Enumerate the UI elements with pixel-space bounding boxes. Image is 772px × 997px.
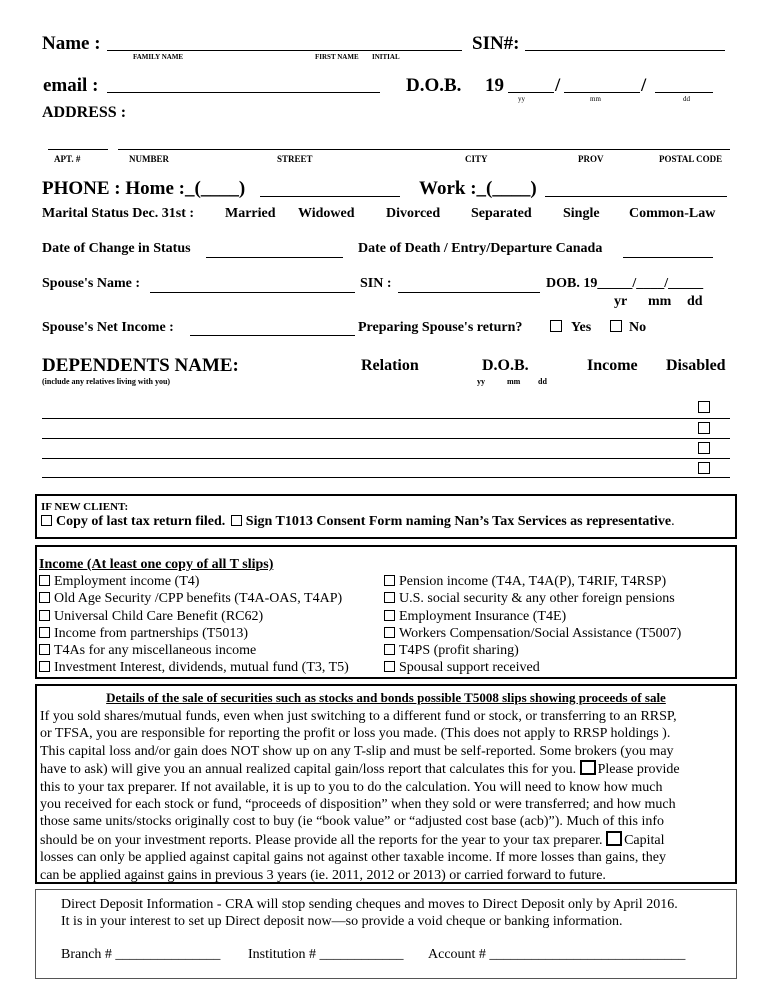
death-entry-label: Date of Death / Entry/Departure Canada — [358, 241, 603, 256]
prov-caption: PROV — [578, 154, 604, 164]
income-item-label: U.S. social security & any other foreign pensions — [399, 591, 675, 607]
income-item[interactable] — [384, 608, 681, 625]
spouse-sin-label: SIN : — [360, 276, 392, 291]
branch-field[interactable]: Branch # _______________ — [61, 947, 221, 962]
dependent-disabled-checkbox-4[interactable] — [698, 462, 710, 474]
relation-header: Relation — [361, 357, 419, 374]
income-item[interactable] — [39, 642, 349, 659]
income-checkbox[interactable] — [384, 610, 395, 621]
sin-field[interactable] — [525, 50, 725, 51]
dependent-row-4[interactable] — [42, 477, 730, 478]
marital-option-divorced[interactable]: Divorced — [386, 206, 441, 221]
income-checkbox[interactable] — [384, 661, 395, 672]
income-item-label: T4As for any miscellaneous income — [54, 643, 257, 659]
spouse-name-label: Spouse's Name : — [42, 276, 141, 291]
income-item[interactable] — [39, 573, 349, 590]
deposit-line-2: It is in your interest to set up Direct deposit now—so provide a void cheque or banking information. — [61, 914, 623, 929]
income-box — [35, 545, 737, 679]
spouse-yes-label: Yes — [571, 320, 592, 335]
dependent-row-1[interactable] — [42, 418, 730, 419]
income-item[interactable] — [39, 608, 349, 625]
postal-code-caption: POSTAL CODE — [659, 154, 723, 164]
account-field[interactable]: Account # ____________________________ — [428, 947, 686, 962]
name-label: Name : — [42, 33, 101, 54]
income-item-label: Spousal support received — [399, 660, 540, 676]
income-checkbox[interactable] — [39, 610, 50, 621]
disabled-header: Disabled — [666, 357, 726, 374]
phone-work-field[interactable] — [545, 196, 727, 197]
income-item-label: Employment Insurance (T4E) — [399, 608, 567, 624]
securities-line: or TFSA, you are responsible for reporting the profit or loss you made. (This does not apply to RRSP holdings ). — [40, 726, 671, 742]
family-name-caption: FAMILY NAME — [133, 53, 184, 61]
phone-home-label: PHONE : Home :_(____) — [42, 178, 246, 199]
securities-line-text: Please provide — [597, 762, 680, 778]
marital-option-separated[interactable]: Separated — [471, 206, 532, 221]
name-field[interactable] — [107, 50, 462, 51]
spouse-dob-mm: mm — [648, 294, 672, 309]
city-caption: CITY — [465, 154, 488, 164]
new-client-heading: IF NEW CLIENT: — [41, 501, 129, 513]
dependent-disabled-checkbox-1[interactable] — [698, 401, 710, 413]
income-checkbox[interactable] — [39, 644, 50, 655]
dob-dd-caption: dd — [683, 95, 690, 103]
initial-caption: INITIAL — [372, 53, 400, 61]
spouse-yes-checkbox[interactable] — [550, 320, 562, 332]
income-right-column — [384, 573, 681, 677]
deposit-line-1: Direct Deposit Information - CRA will stop sending cheques and moves to Direct Deposit only by April 2016. — [61, 897, 678, 912]
t1013-label: Sign T1013 Consent Form naming Nan’s Tax Services as representative — [245, 514, 672, 529]
change-status-field[interactable] — [206, 257, 343, 258]
dependent-row-2[interactable] — [42, 438, 730, 439]
spouse-no-label: No — [629, 320, 647, 335]
income-item-label: Pension income (T4A, T4A(P), T4RIF, T4RSP) — [399, 574, 667, 589]
death-entry-field[interactable] — [623, 257, 713, 258]
last-return-label: Copy of last tax return filed. — [56, 514, 226, 529]
securities-body — [40, 708, 680, 884]
apt-caption: APT. # — [54, 154, 81, 164]
income-item[interactable] — [39, 590, 349, 607]
income-checkbox[interactable] — [384, 627, 395, 638]
dependent-disabled-checkbox-3[interactable] — [698, 442, 710, 454]
marital-status-label: Marital Status Dec. 31st : — [42, 206, 195, 221]
income-item-label: Workers Compensation/Social Assistance (T5007) — [399, 625, 682, 641]
new-client-options — [41, 514, 675, 530]
marital-option-common-law[interactable]: Common-Law — [629, 206, 716, 221]
income-item-label: Universal Child Care Benefit (RC62) — [54, 608, 264, 624]
securities-line-text: should be on your investment reports. Please provide all the reports for the year to your tax preparer. — [40, 832, 603, 848]
dob-slash-2: / — [641, 75, 647, 96]
income-item-label: Investment Interest, dividends, mutual fund (T3, T5) — [54, 660, 349, 676]
income-item[interactable] — [384, 573, 681, 590]
email-label: email : — [43, 75, 99, 96]
securities-line: those same units/stocks originally cost to buy (ie “book value” or “adjusted cost base (acb)”). Much of this info — [40, 814, 665, 830]
income-item[interactable] — [39, 625, 349, 642]
first-name-caption: FIRST NAME — [315, 53, 359, 61]
income-item[interactable] — [384, 659, 681, 676]
securities-line: If you sold shares/mutual funds, even when just switching to a different fund or stock, or transferring to an RRSP, — [40, 709, 677, 724]
securities-heading: Details of the sale of securities such as stocks and bonds possible T5008 slips showing proceeds of sale — [106, 690, 666, 705]
dob-yy-field[interactable] — [508, 92, 554, 93]
dependents-subtitle: (include any relatives living with you) — [42, 377, 171, 386]
income-item-label: Income from partnerships (T5013) — [54, 625, 248, 641]
income-item-label: T4PS (profit sharing) — [399, 643, 519, 659]
last-return-checkbox[interactable] — [41, 515, 52, 526]
dep-dd-caption: dd — [538, 377, 547, 386]
dob-label: D.O.B. — [406, 75, 462, 96]
phone-home-field[interactable] — [260, 196, 400, 197]
dep-yy-caption: yy — [477, 377, 485, 386]
spouse-sin-field[interactable] — [398, 292, 540, 293]
income-item[interactable] — [384, 642, 681, 659]
securities-line: losses can only be applied against capital gains not against other taxable income. If more losses than gains, they — [40, 850, 666, 866]
spouse-income-field[interactable] — [190, 335, 355, 336]
address-field[interactable] — [118, 149, 730, 150]
income-checkbox[interactable] — [39, 592, 50, 603]
securities-line: this to your tax preparer. If not available, it is up to you to do the calculation. You will need to know how much — [40, 779, 663, 795]
dob-header: D.O.B. — [482, 357, 529, 374]
income-item-label: Employment income (T4) — [54, 574, 200, 589]
t1013-period: . — [671, 514, 675, 529]
apt-field[interactable] — [48, 149, 108, 150]
new-client-box — [35, 494, 737, 539]
income-item-label: Old Age Security /CPP benefits (T4A-OAS, T4AP) — [54, 591, 343, 607]
income-checkbox[interactable] — [384, 644, 395, 655]
dob-mm-caption: mm — [590, 95, 601, 103]
address-label: ADDRESS : — [42, 104, 127, 121]
securities-line: can be applied against gains in previous 3 years (ie. 2011, 2012 or 2013) or carried forward to future. — [40, 867, 606, 883]
spouse-dob-yr: yr — [614, 294, 628, 309]
income-item[interactable] — [39, 659, 349, 676]
spouse-dob-dd: dd — [687, 294, 703, 309]
street-caption: STREET — [277, 154, 313, 164]
income-checkbox[interactable] — [39, 661, 50, 672]
provide-report-checkbox[interactable] — [580, 760, 596, 775]
income-heading: Income (At least one copy of all T slips) — [39, 557, 274, 572]
spouse-name-field[interactable] — [150, 292, 355, 293]
securities-line: This capital loss and/or gain does NOT show up on any T-slip and must be self-reported. Some brokers (you may — [40, 743, 674, 759]
institution-field[interactable]: Institution # ____________ — [248, 947, 404, 962]
dependents-title: DEPENDENTS NAME: — [42, 355, 239, 376]
change-status-label: Date of Change in Status — [42, 241, 191, 256]
income-item[interactable] — [384, 625, 681, 642]
income-checkbox[interactable] — [384, 592, 395, 603]
securities-line-text: have to ask) will give you an annual realized capital gain/loss report that calculates this for you. — [40, 762, 577, 778]
dep-mm-caption: mm — [507, 377, 521, 386]
provide-all-reports-checkbox[interactable] — [606, 831, 622, 846]
income-header: Income — [587, 357, 638, 374]
t1013-checkbox[interactable] — [231, 515, 242, 526]
securities-line — [40, 760, 680, 778]
marital-option-married[interactable]: Married — [225, 206, 276, 221]
securities-line — [40, 831, 680, 849]
number-caption: NUMBER — [129, 154, 169, 164]
securities-line: you received for each stock or fund, “proceeds of disposition” when they sold or were transferred; and how much — [40, 797, 676, 813]
dependent-disabled-checkbox-2[interactable] — [698, 422, 710, 434]
phone-work-label: Work :_(____) — [419, 178, 537, 199]
email-field[interactable] — [107, 92, 380, 93]
securities-box — [35, 684, 737, 884]
dob-prefix: 19 — [485, 75, 504, 96]
income-checkbox[interactable] — [39, 575, 50, 586]
dob-mm-field[interactable] — [564, 92, 640, 93]
dob-yy-caption: yy — [518, 95, 525, 103]
income-checkbox[interactable] — [39, 627, 50, 638]
dob-slash-1: / — [555, 75, 561, 96]
direct-deposit-box — [35, 889, 737, 979]
dob-dd-field[interactable] — [655, 92, 713, 93]
income-checkbox[interactable] — [384, 575, 395, 586]
income-left-column — [39, 573, 349, 677]
sin-label: SIN#: — [472, 33, 520, 54]
marital-option-widowed[interactable]: Widowed — [298, 206, 355, 221]
income-item[interactable] — [384, 590, 681, 607]
spouse-no-checkbox[interactable] — [610, 320, 622, 332]
preparing-spouse-label: Preparing Spouse's return? — [358, 320, 523, 335]
dependent-row-3[interactable] — [42, 458, 730, 459]
spouse-dob-label[interactable]: DOB. 19_____/____/_____ — [546, 276, 704, 291]
marital-option-single[interactable]: Single — [563, 206, 600, 221]
spouse-income-label: Spouse's Net Income : — [42, 320, 174, 335]
securities-line-text: Capital — [624, 832, 665, 848]
